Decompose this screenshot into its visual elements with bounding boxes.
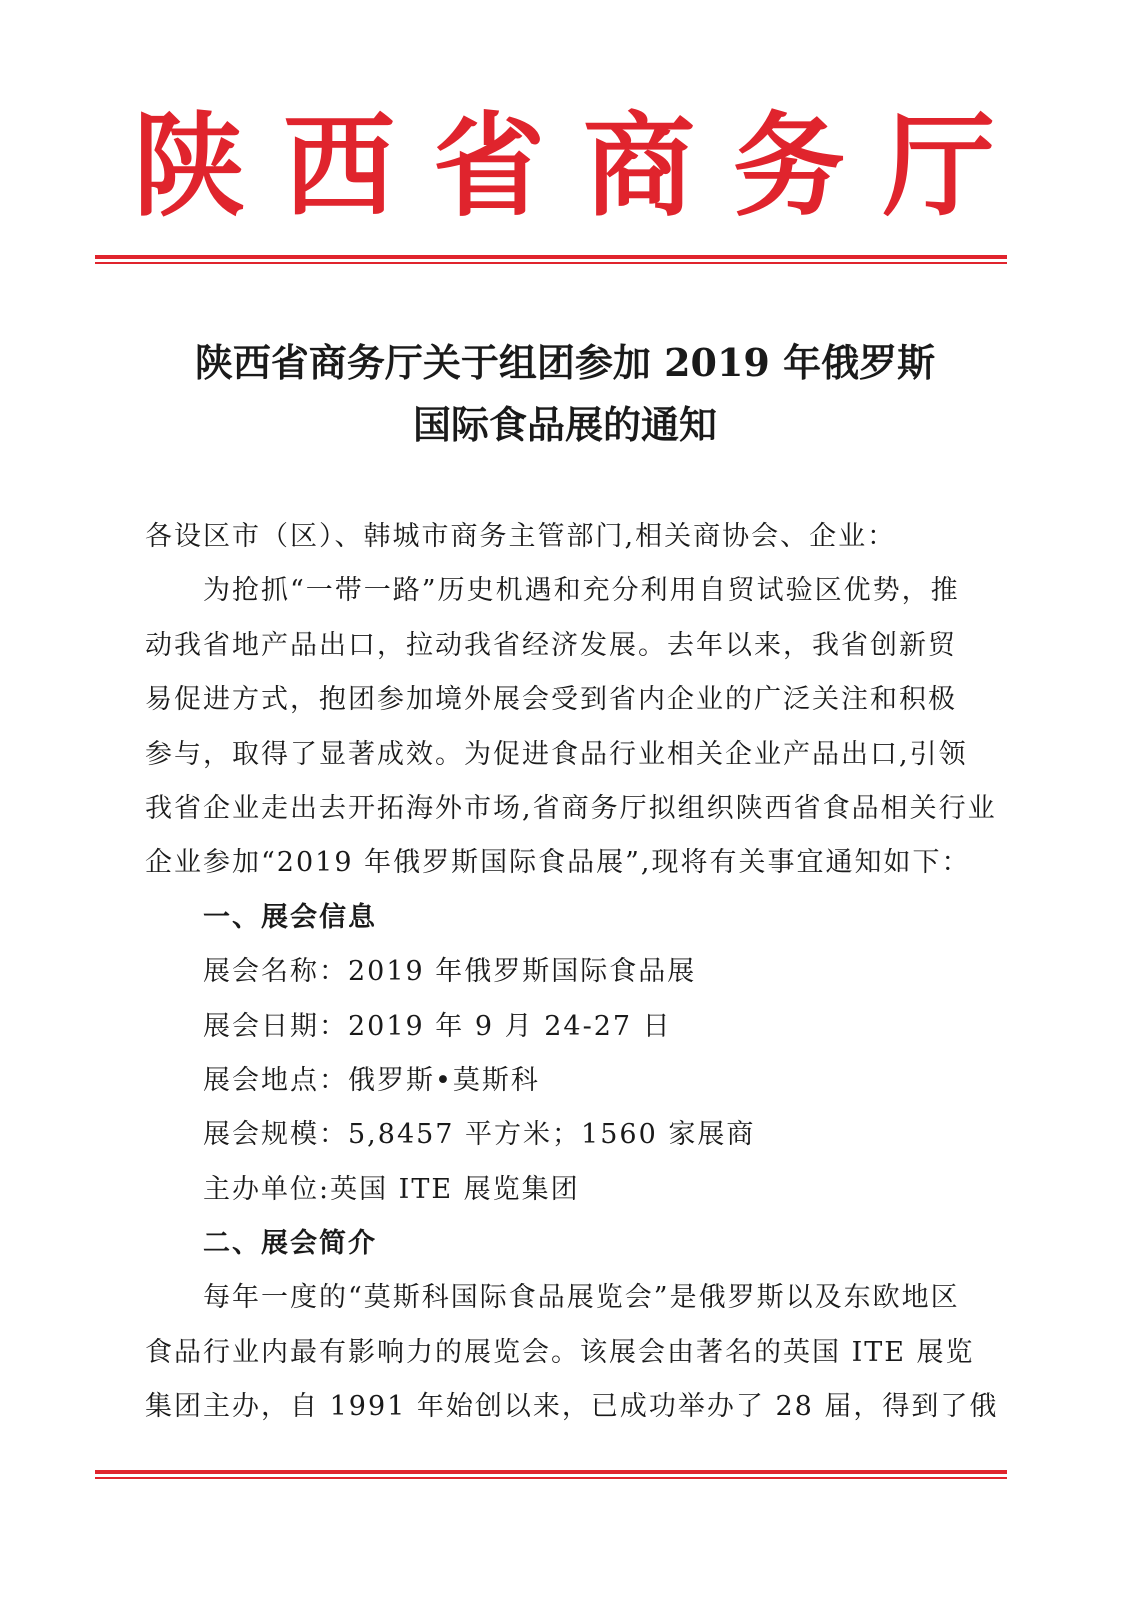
info-organizer: 主办单位:英国 ITE 展览集团 [203, 1173, 580, 1205]
title-line-2: 国际食品展的通知 [412, 402, 717, 447]
footer-divider [95, 1470, 1007, 1479]
document-title [90, 332, 1040, 456]
info-exhibition-scale: 展会规模：5,8457 平方米；1560 家展商 [203, 1119, 756, 1151]
paragraph-line: 动我省地产品出口，拉动我省经济发展。去年以来，我省创新贸 [145, 629, 957, 661]
masthead-org-name: 陕西省商务厅 [133, 101, 1033, 232]
info-exhibition-location: 展会地点：俄罗斯•莫斯科 [203, 1064, 540, 1096]
document-body [145, 510, 1007, 1435]
header-divider [95, 255, 1007, 264]
paragraph-line: 集团主办，自 1991 年始创以来，已成功举办了 28 届，得到了俄 [145, 1391, 999, 1423]
salutation: 各设区市（区）、韩城市商务主管部门,相关商协会、企业： [145, 521, 897, 552]
title-line-1: 陕西省商务厅关于组团参加 2019 年俄罗斯 [194, 340, 936, 385]
paragraph-line: 企业参加“2019 年俄罗斯国际食品展”,现将有关事宜通知如下： [145, 847, 971, 879]
paragraph-line: 每年一度的“莫斯科国际食品展览会”是俄罗斯以及东欧地区 [203, 1282, 960, 1314]
intro-paragraph [145, 564, 1007, 890]
paragraph-line: 参与，取得了显著成效。为促进食品行业相关企业产品出口,引领 [145, 738, 968, 770]
section-heading-exhibition-info: 一、展会信息 [203, 901, 377, 933]
info-exhibition-name: 展会名称：2019 年俄罗斯国际食品展 [203, 956, 697, 988]
paragraph-line: 易促进方式，抱团参加境外展会受到省内企业的广泛关注和积极 [145, 684, 957, 716]
info-exhibition-date: 展会日期：2019 年 9 月 24-27 日 [203, 1010, 672, 1042]
intro-section-paragraph [145, 1271, 1007, 1434]
paragraph-line: 我省企业走出去开拓海外市场,省商务厅拟组织陕西省食品相关行业 [145, 792, 997, 824]
section-heading-exhibition-intro: 二、展会简介 [203, 1228, 377, 1260]
paragraph-line: 食品行业内最有影响力的展览会。该展会由著名的英国 ITE 展览 [145, 1336, 975, 1368]
paragraph-line: 为抢抓“一带一路”历史机遇和充分利用自贸试验区优势，推 [203, 575, 960, 607]
